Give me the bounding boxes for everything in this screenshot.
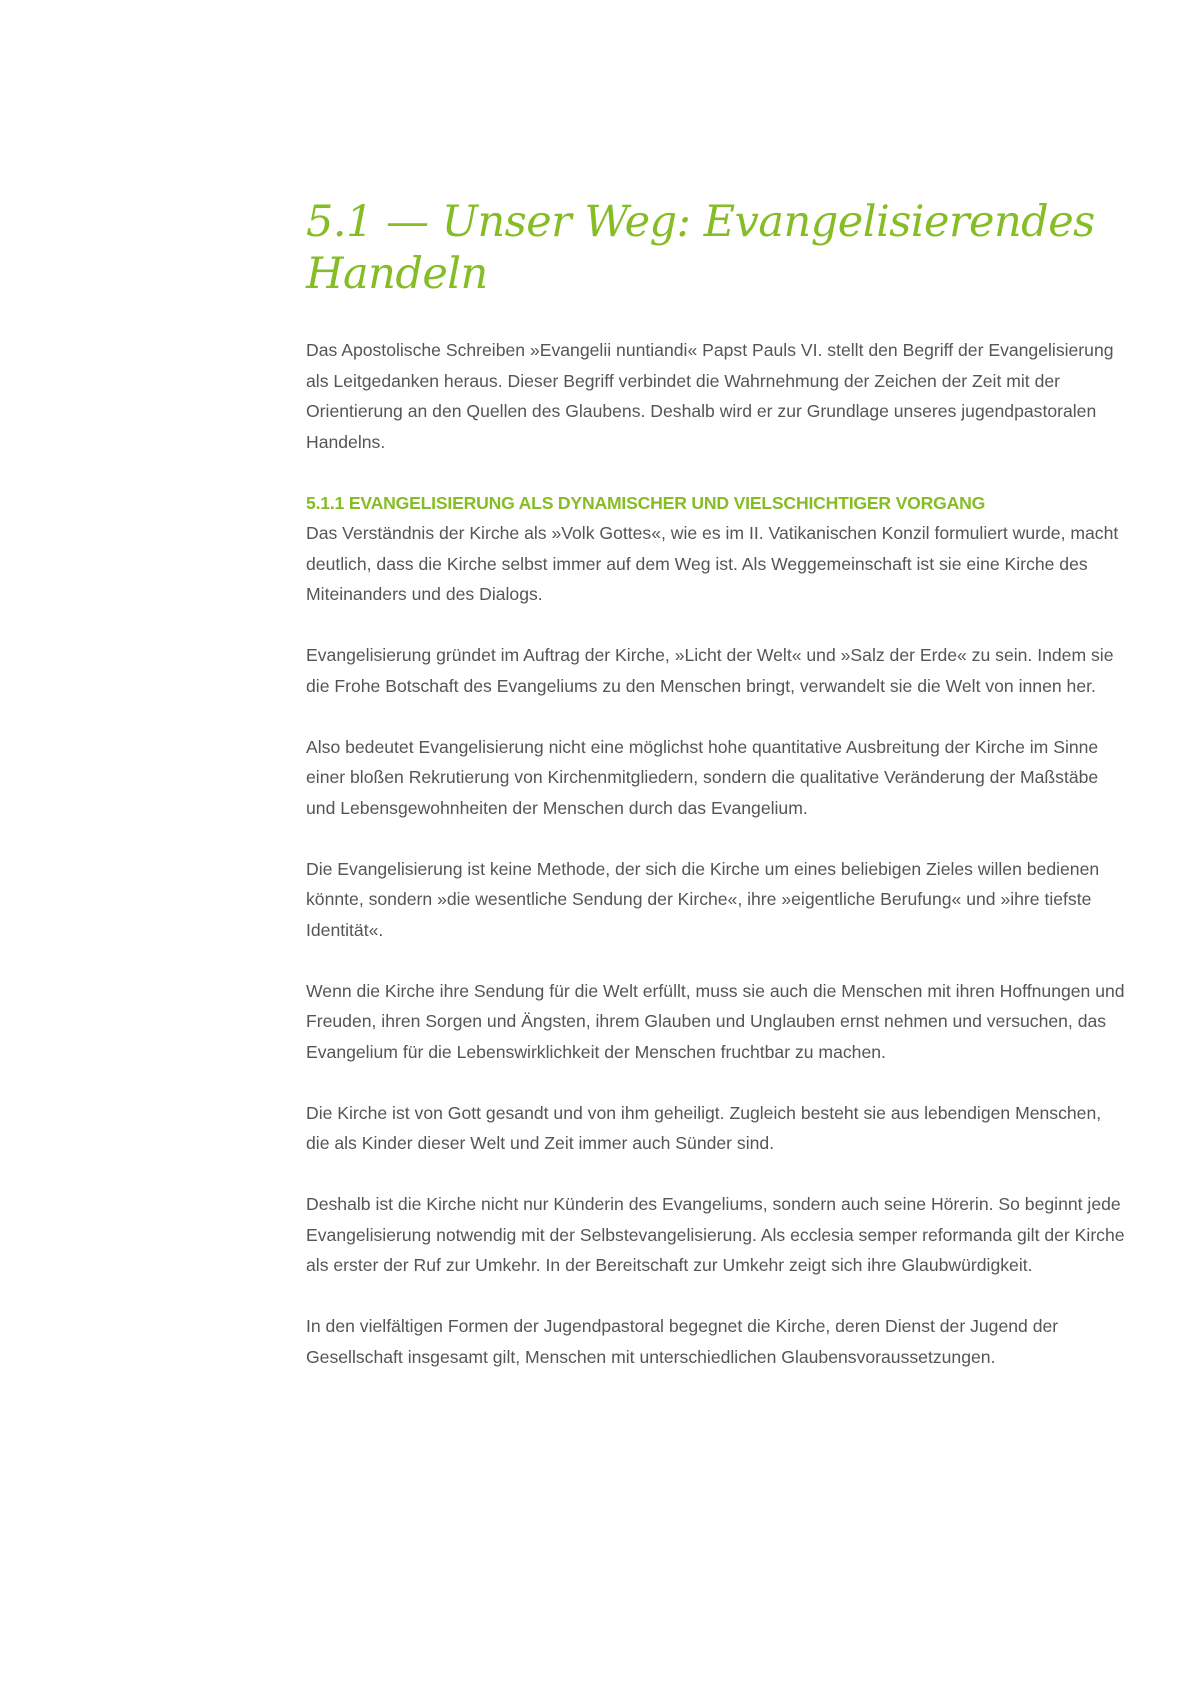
body-paragraph: Evangelisierung gründet im Auftrag der Kirche, »Licht der Welt« und »Salz der Erde« zu sein. Indem sie die Frohe Botschaft des Evangeliums zu den Menschen bringt, verwandelt sie die Welt von innen her. bbox=[306, 645, 1114, 696]
body-paragraph: Also bedeutet Evangelisierung nicht eine möglichst hohe quantitative Ausbreitung der Kirche im Sinne einer bloßen Rekrutierung von Kirchenmitgliedern, sondern die qualitative Veränderung der Maßstäbe und Lebensgewohnheiten der Menschen durch das Evangelium. bbox=[306, 736, 1099, 818]
section-heading: 5.1.1 EVANGELISIERUNG ALS DYNAMISCHER UND VIELSCHICHTIGER VORGANG bbox=[306, 492, 986, 513]
page-title-line-1: 5.1 — Unser Weg: Evangelisierendes bbox=[306, 197, 1095, 247]
body-paragraph: Das Verständnis der Kirche als »Volk Gottes«, wie es im II. Vatikanischen Konzil formuliert wurde, macht deutlich, dass die Kirche selbst immer auf dem Weg ist. Als Weggemeinschaft ist sie eine Kirche des Miteinanders und des Dialogs. bbox=[306, 523, 1119, 604]
document-page bbox=[306, 196, 1126, 1403]
page-title-line-2: Handeln bbox=[306, 249, 488, 299]
body-paragraph: Wenn die Kirche ihre Sendung für die Welt erfüllt, muss sie auch die Menschen mit ihren Hoffnungen und Freuden, ihren Sorgen und Ängsten, ihrem Glauben und Unglauben ernst nehmen und versuchen, das Evangelium für die Lebenswirklichkeit der Menschen fruchtbar zu machen. bbox=[306, 980, 1125, 1062]
section-5-1-1 bbox=[306, 488, 1126, 1373]
intro-paragraph: Das Apostolische Schreiben »Evangelii nuntiandi« Papst Pauls VI. stellt den Begriff der Evangelisierung als Leitgedanken heraus. Dieser Begriff verbindet die Wahrnehmung der Zeichen der Zeit mit der Orientierung an den Quellen des Glaubens. Deshalb wird er zur Grundlage unseres jugendpastoralen Handelns. bbox=[306, 340, 1114, 452]
body-paragraph: Deshalb ist die Kirche nicht nur Künderin des Evangeliums, sondern auch seine Hörerin. So beginnt jede Evangelisierung notwendig mit der Selbstevangelisierung. Als ecclesia semper reformanda gilt der Kirche als erster der Ruf zur Umkehr. In der Bereitschaft zur Umkehr zeigt sich ihre Glaubwürdigkeit. bbox=[306, 1194, 1125, 1275]
body-paragraph: Die Evangelisierung ist keine Methode, der sich die Kirche um eines beliebigen Zieles willen bedienen könnte, sondern »die wesentliche Sendung der Kirche«, ihre »eigentliche Berufung« und »ihre tiefste Identität«. bbox=[306, 858, 1100, 940]
body-paragraph: In den vielfältigen Formen der Jugendpastoral begegnet die Kirche, deren Dienst der Jugend der Gesellschaft insgesamt gilt, Menschen mit unterschiedlichen Glaubensvoraussetzungen. bbox=[306, 1316, 1059, 1367]
page-title bbox=[306, 196, 1126, 300]
body-paragraph: Die Kirche ist von Gott gesandt und von ihm geheiligt. Zugleich besteht sie aus lebendigen Menschen, die als Kinder dieser Welt und Zeit immer auch Sünder sind. bbox=[306, 1102, 1102, 1153]
